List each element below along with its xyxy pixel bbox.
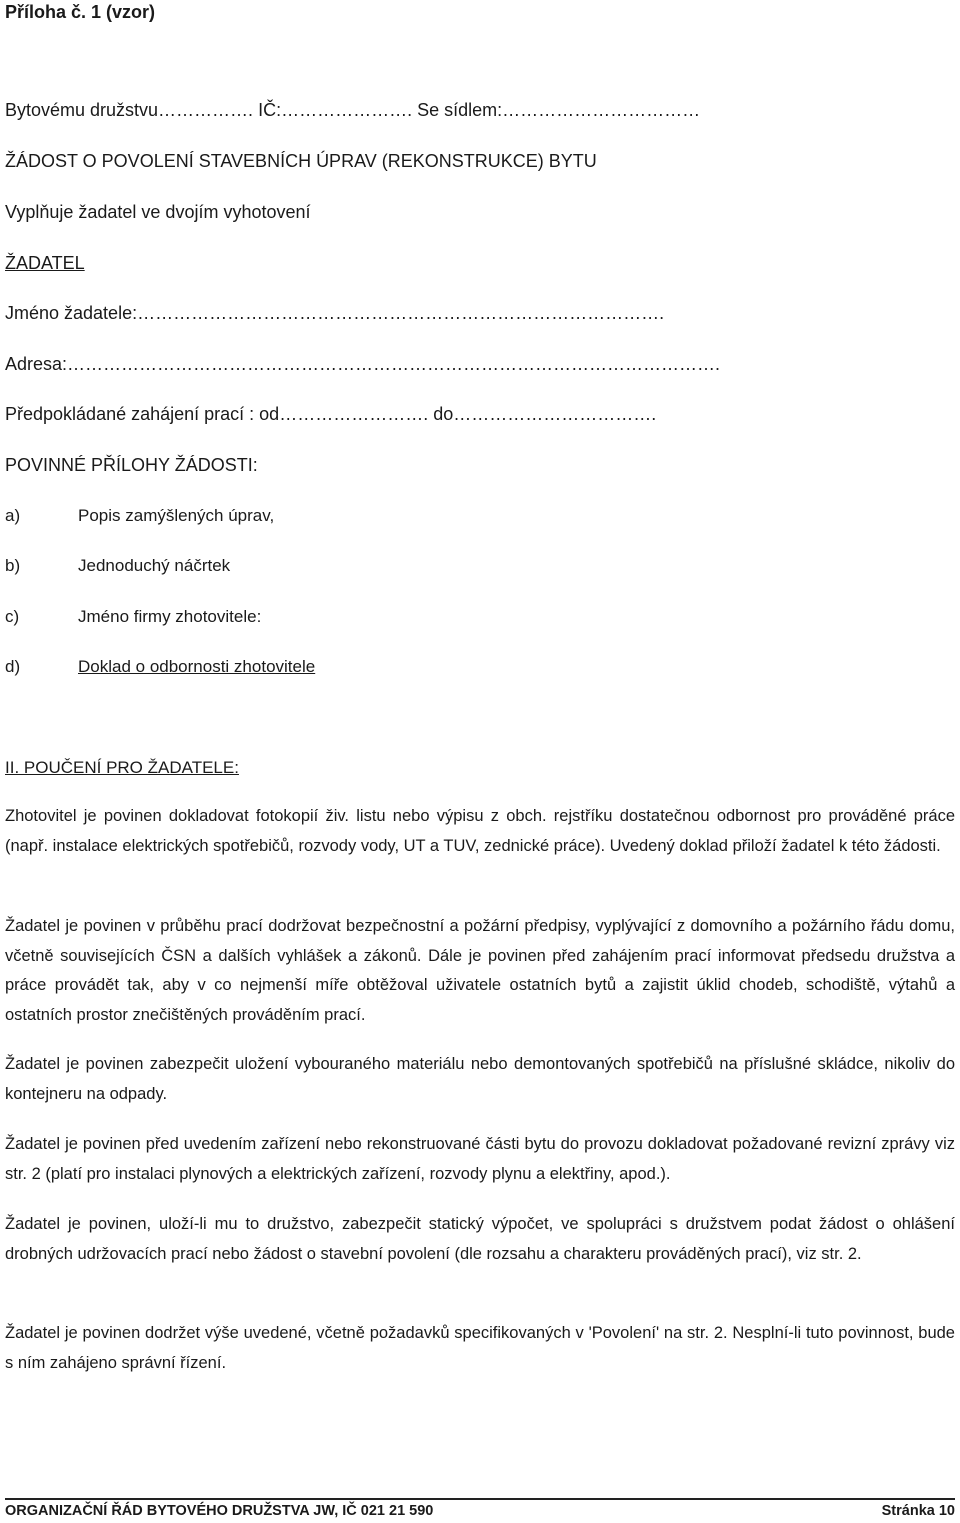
footer-page-number: Stránka 10 bbox=[881, 1503, 955, 1519]
attachment-letter: b) bbox=[5, 556, 21, 575]
form-title: ŽÁDOST O POVOLENÍ STAVEBNÍCH ÚPRAV (REKONSTRUKCE) BYTU bbox=[5, 151, 597, 171]
footer-divider bbox=[5, 1498, 955, 1500]
instruction-paragraph: Žadatel je povinen, uloží-li mu to družstvo, zabezpečit statický výpočet, ve spolupráci s družstvem podat žádost o ohlášení drobných udržovacích prací nebo žádost o stavební povolení (dle rozsahu a charakteru prováděných prací), viz str. 2. bbox=[5, 1215, 955, 1263]
applicant-heading: ŽADATEL bbox=[5, 253, 85, 273]
instruction-paragraph: Žadatel je povinen před uvedením zařízení nebo rekonstruované části bytu do provozu dokladovat požadované revizní zprávy viz str. 2 (platí pro instalaci plynových a elektrických zařízení, rozvody plynu a elektřiny, apod.). bbox=[5, 1135, 955, 1183]
attachment-letter: a) bbox=[5, 506, 21, 525]
annex-label: Příloha č. 1 (vzor) bbox=[5, 2, 156, 22]
instruction-paragraph: Žadatel je povinen zabezpečit uložení vybouraného materiálu nebo demontovaných spotřebičů na příslušné skládce, nikoliv do kontejneru na odpady. bbox=[5, 1055, 955, 1103]
instruction-paragraph: Žadatel je povinen v průběhu prací dodržovat bezpečnostní a požární předpisy, vyplývající z domovního a požárního řádu domu, včetně souvisejících ČSN a dalších vyhlášek a zákonů. Dále je povinen před zahájením prací informovat předsedu družstva a práce provádět tak, aby v co nejmenší míře obtěžoval uživatele ostatních bytů a zajistit úklid chodeb, schodiště, výtahů a ostatních prostor znečištěných prováděním prací. bbox=[5, 917, 955, 1024]
work-period-field: Předpokládané zahájení prací : od……………………. do……………………………. bbox=[5, 404, 657, 424]
footer-org-title: ORGANIZAČNÍ ŘÁD BYTOVÉHO DRUŽSTVA JW, IČ 021 21 590 bbox=[5, 1503, 434, 1519]
attachment-text: Popis zamýšlených úprav, bbox=[78, 506, 275, 525]
attachment-text: Jméno firmy zhotovitele: bbox=[78, 607, 262, 626]
addressee-line: Bytovému družstvu……………. IČ:…………………. Se sídlem:…………………………… bbox=[5, 100, 701, 120]
attachment-text: Jednoduchý náčrtek bbox=[78, 556, 231, 575]
applicant-address-field: Adresa:………………………………………………………………………………………………. bbox=[5, 354, 721, 374]
instructions-heading: II. POUČENÍ PRO ŽADATELE: bbox=[5, 758, 239, 777]
attachments-heading: POVINNÉ PŘÍLOHY ŽÁDOSTI: bbox=[5, 455, 258, 475]
fill-instruction: Vyplňuje žadatel ve dvojím vyhotovení bbox=[5, 202, 311, 222]
instruction-paragraph: Žadatel je povinen dodržet výše uvedené, včetně požadavků specifikovaných v 'Povolení' na str. 2. Nesplní-li tuto povinnost, bude s ním zahájeno správní řízení. bbox=[5, 1324, 955, 1372]
instruction-paragraph: Zhotovitel je povinen dokladovat fotokopií živ. listu nebo výpisu z obch. rejstříku dostatečnou odbornost pro prováděné práce (např. instalace elektrických spotřebičů, rozvody vody, UT a TUV, zednické práce). Uvedený doklad přiloží žadatel k této žádosti. bbox=[5, 807, 955, 855]
attachment-letter: c) bbox=[5, 607, 20, 626]
attachment-text: Doklad o odbornosti zhotovitele bbox=[78, 657, 316, 676]
attachment-letter: d) bbox=[5, 657, 21, 676]
applicant-name-field: Jméno žadatele:……………………………………………………………………………. bbox=[5, 303, 665, 323]
